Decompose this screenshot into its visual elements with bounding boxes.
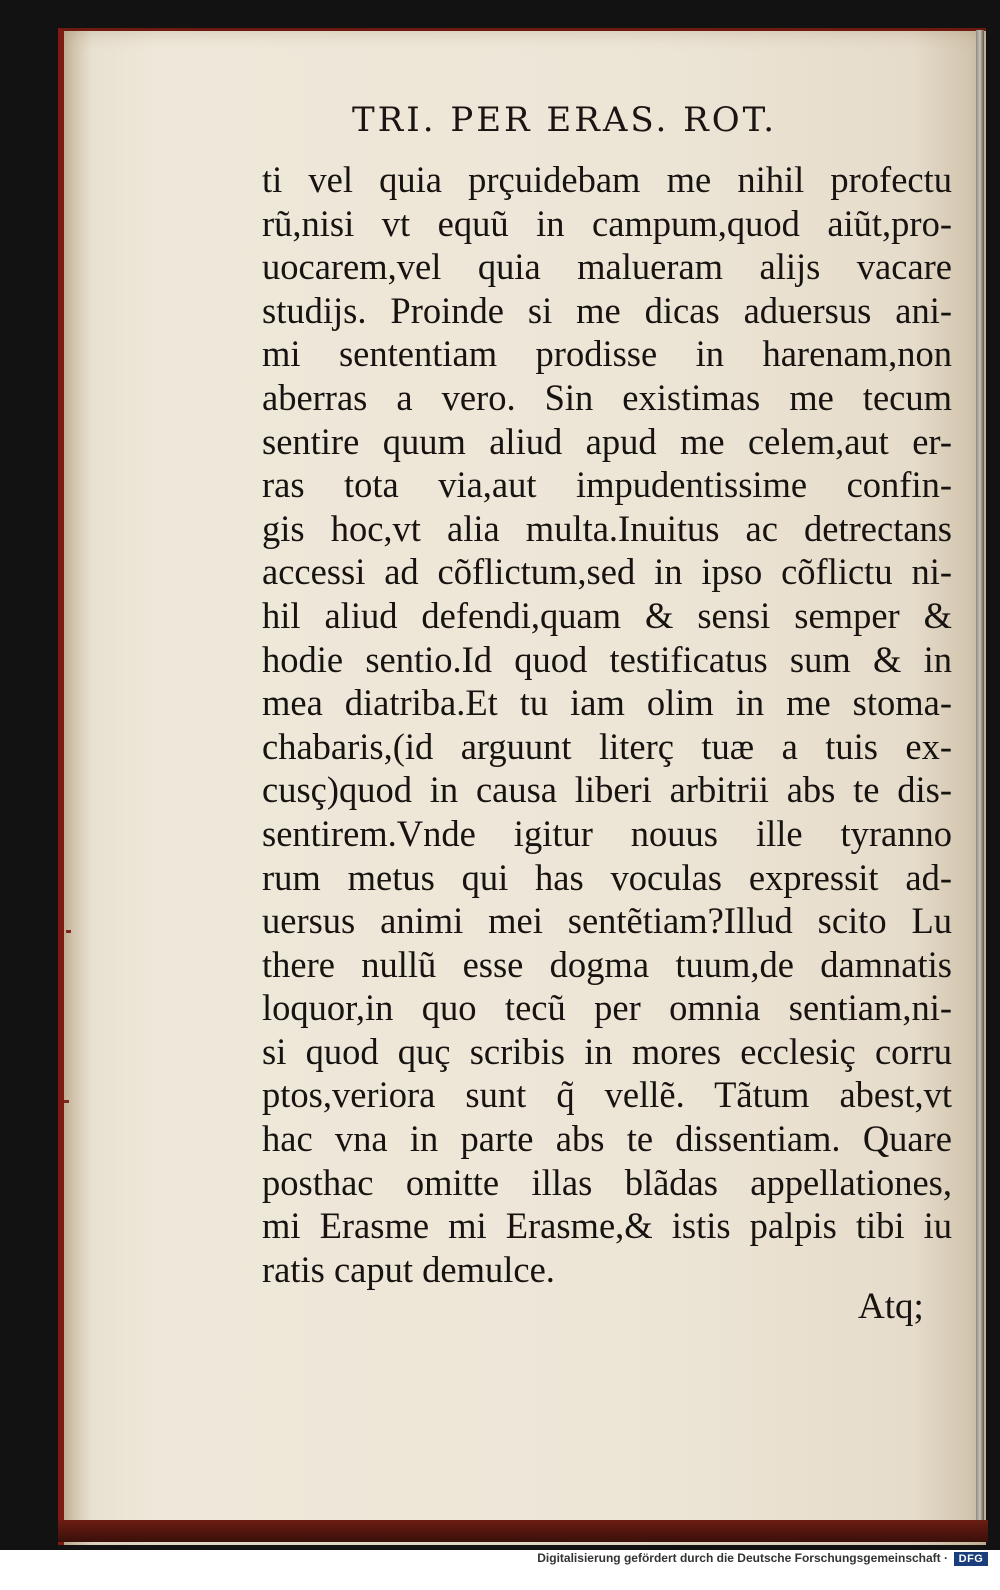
text-line: loquor,in quo tecũ per omnia sentiam,ni- — [262, 987, 952, 1029]
text-line: hil aliud defendi,quam & sensi semper & — [262, 594, 952, 636]
text-line: sentirem.Vnde igitur nouus ille tyranno — [262, 812, 952, 854]
funding-credit: Digitalisierung gefördert durch die Deutsche Forschungsgemeinschaft · — [537, 1551, 948, 1565]
text-line: rũ,nisi vt equũ in campum,quod aiũt,pro- — [262, 202, 952, 244]
text-line: sentire quum aliud apud me celem,aut er- — [262, 420, 952, 462]
text-line: studijs. Proinde si me dicas aduersus ani- — [262, 289, 952, 331]
text-line: ras tota via,aut impudentissime confin- — [262, 464, 952, 506]
text-line: ptos,veriora sunt q̃ vellẽ. Tãtum abest,vt — [262, 1074, 952, 1116]
text-line: gis hoc,vt alia multa.Inuitus ac detrectans — [262, 507, 952, 549]
text-line: ti vel quia prçuidebam me nihil profectu — [262, 159, 952, 200]
text-line: aberras a vero. Sin existimas me tecum — [262, 376, 952, 418]
dfg-logo: DFG — [954, 1552, 988, 1566]
text-line: accessi ad cõflictum,sed in ipso cõflictu ni- — [262, 551, 952, 593]
text-line: rum metus qui has voculas expressit ad- — [262, 856, 952, 898]
text-line: cusç)quod in causa liberi arbitrii abs te dis- — [262, 769, 952, 811]
text-line: posthac omitte illas blãdas appellationes, — [262, 1161, 952, 1203]
catchword: Atq; — [858, 1286, 924, 1327]
text-line: mi Erasme mi Erasme,& istis palpis tibi iu — [262, 1205, 952, 1247]
binding-edge — [58, 1520, 988, 1542]
text-line: there nullũ esse dogma tuum,de damnatis — [262, 943, 952, 985]
text-line: chabaris,(id arguunt literç tuæ a tuis ex- — [262, 725, 952, 767]
text-line: mea diatriba.Et tu iam olim in me stoma- — [262, 682, 952, 724]
body-text — [262, 158, 952, 1291]
margin-stain — [64, 1100, 69, 1103]
running-head: TRI. PER ERAS. ROT. — [352, 100, 778, 140]
text-line: si quod quç scribis in mores ecclesiç corru — [262, 1030, 952, 1072]
text-line: ratis caput demulce. — [262, 1248, 555, 1290]
margin-stain — [66, 930, 71, 933]
text-line: uocarem,vel quia malueram alijs vacare — [262, 246, 952, 288]
text-line: uersus animi mei sentẽtiam?Illud scito Lu — [262, 900, 952, 942]
page-edge — [976, 30, 984, 1542]
text-line: hac vna in parte abs te dissentiam. Quare — [262, 1118, 952, 1160]
text-line: mi sententiam prodisse in harenam,non — [262, 333, 952, 375]
text-line: hodie sentio.Id quod testificatus sum & in — [262, 638, 952, 680]
